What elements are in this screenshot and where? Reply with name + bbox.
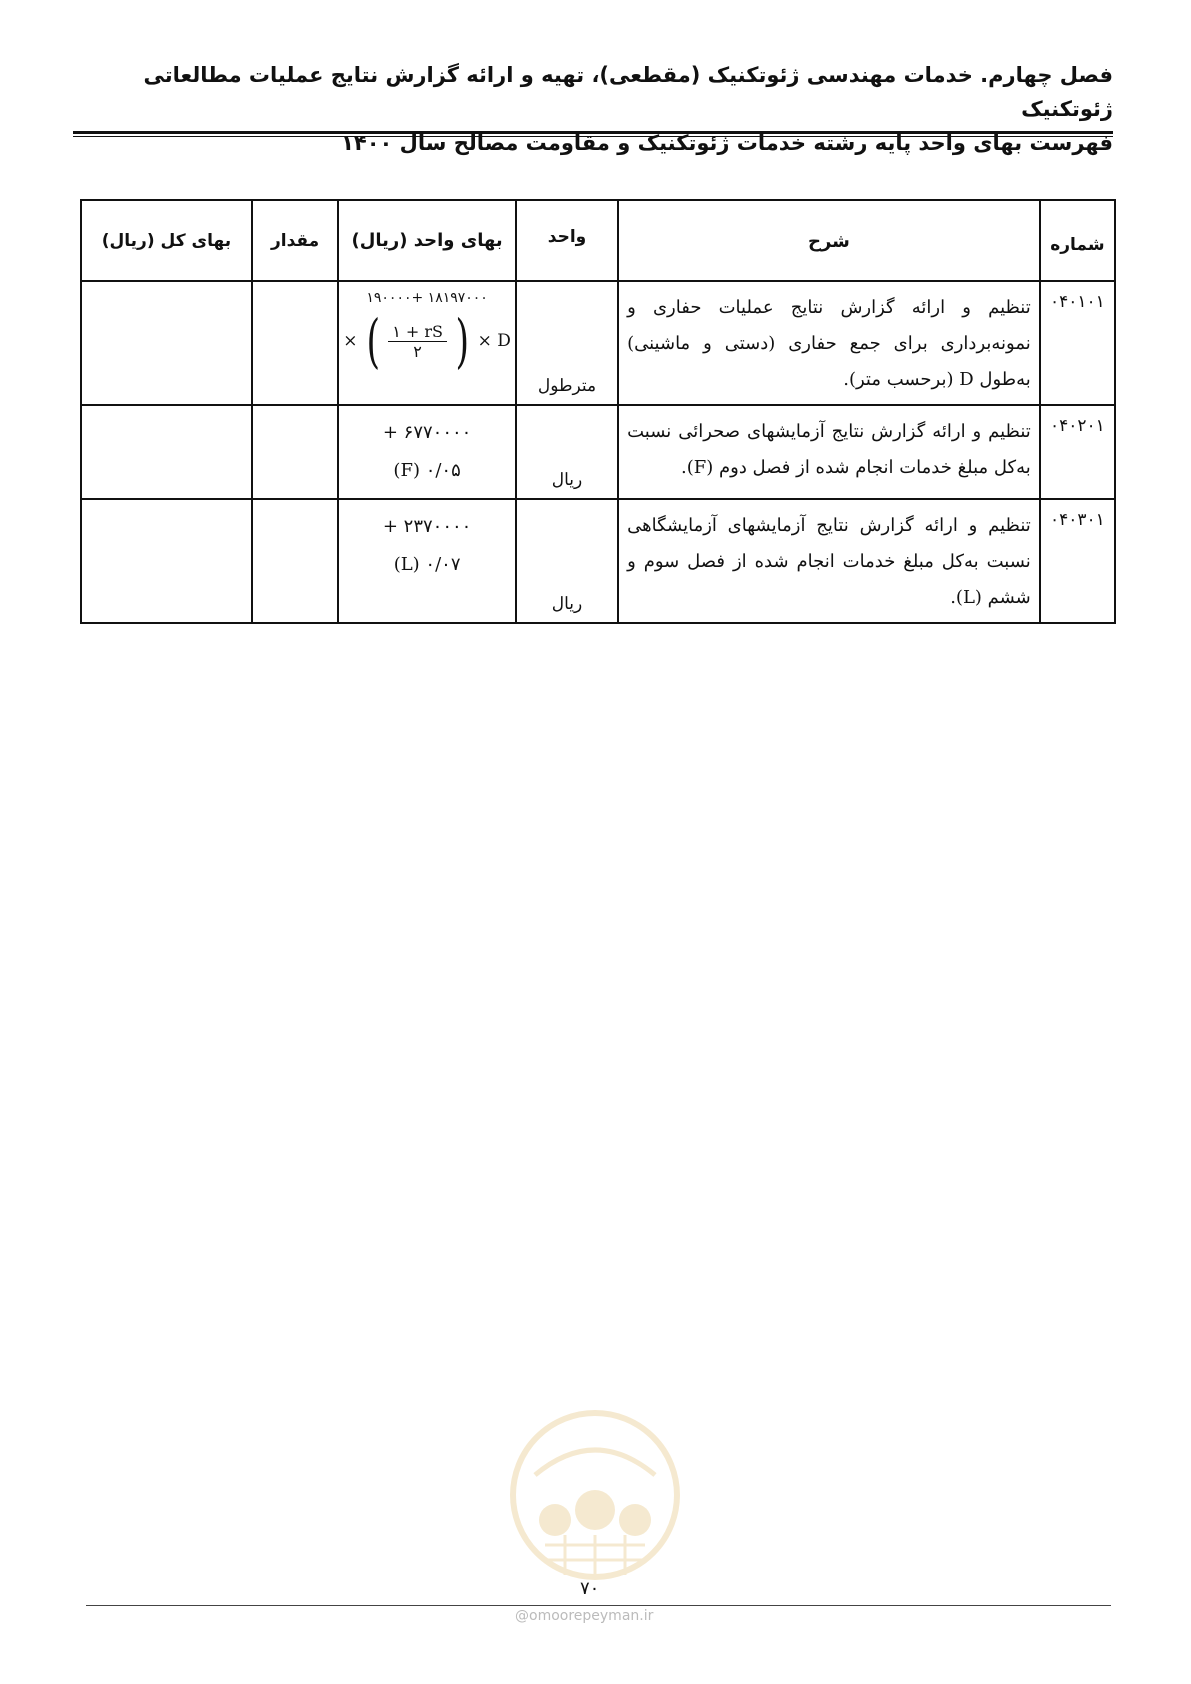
table-row xyxy=(81,405,1115,499)
row-description: تنظیم و ارائه گزارش نتایج عملیات حفاری و نمونه‌برداری برای جمع حفاری (دستی و ماشینی) به‌طول D (برحسب متر). xyxy=(618,281,1040,405)
row-total xyxy=(81,499,252,623)
row-number: ۰۴۰۳۰۱ xyxy=(1040,499,1115,623)
price-line: ۰/۰۵ (F) xyxy=(393,460,461,481)
table-row xyxy=(81,281,1115,405)
price-formula xyxy=(343,307,511,375)
formula-fraction xyxy=(388,322,447,361)
row-unit: مترطول xyxy=(516,281,618,405)
page-header xyxy=(73,58,1113,160)
row-quantity xyxy=(252,405,338,499)
price-table xyxy=(80,199,1116,624)
formula-numerator: ۱ + rS xyxy=(388,322,447,342)
price-line: ۲۳۷۰۰۰۰ + xyxy=(382,516,472,537)
left-paren-icon: ( xyxy=(366,307,380,375)
row-description: تنظیم و ارائه گزارش نتایج آزمایشهای آزمایشگاهی نسبت به‌کل مبلغ خدمات انجام شده از فصل سوم و ششم (L). xyxy=(618,499,1040,623)
footer-rule xyxy=(86,1605,1111,1606)
row-quantity xyxy=(252,281,338,405)
col-total-price: بهای کل (ریال) xyxy=(81,200,252,281)
page-number: ۷۰ xyxy=(580,1578,600,1599)
row-number: ۰۴۰۲۰۱ xyxy=(1040,405,1115,499)
formula-left: × xyxy=(343,331,358,351)
table-row xyxy=(81,499,1115,623)
formula-denominator: ۲ xyxy=(413,341,422,361)
row-unit: ریال xyxy=(516,499,618,623)
watermark-site: @omoorepeyman.ir xyxy=(515,1608,654,1624)
table-header-row xyxy=(81,200,1115,281)
col-unit: واحد xyxy=(516,200,618,281)
price-line: ۱۸۱۹۷۰۰۰ +۱۹۰۰۰۰ xyxy=(366,290,488,306)
header-rule-thin xyxy=(73,136,1113,137)
col-quantity: مقدار xyxy=(252,200,338,281)
price-line: ۶۷۷۰۰۰۰ + xyxy=(382,422,472,443)
row-unit: ریال xyxy=(516,405,618,499)
row-unit-price xyxy=(338,281,516,405)
formula-right: × D xyxy=(477,331,511,351)
row-number: ۰۴۰۱۰۱ xyxy=(1040,281,1115,405)
right-paren-icon: ) xyxy=(455,307,470,375)
row-unit-price xyxy=(338,499,516,623)
row-quantity xyxy=(252,499,338,623)
list-title: فهرست بهای واحد پایه رشته خدمات ژئوتکنیک و مقاومت مصالح سال ۱۴۰۰ xyxy=(341,131,1113,155)
col-description: شرح xyxy=(618,200,1040,281)
col-unit-price: بهای واحد (ریال) xyxy=(338,200,516,281)
row-total xyxy=(81,405,252,499)
chapter-title: فصل چهارم. خدمات مهندسی ژئوتکنیک (مقطعی)، تهیه و ارائه گزارش نتایج عملیات مطالعاتی ژئوتکنیک xyxy=(143,63,1113,121)
price-line: ۰/۰۷ (L) xyxy=(393,554,461,575)
row-total xyxy=(81,281,252,405)
watermark-logo-icon xyxy=(505,1405,685,1585)
row-description: تنظیم و ارائه گزارش نتایج آزمایشهای صحرائی نسبت به‌کل مبلغ خدمات انجام شده از فصل دوم (F). xyxy=(618,405,1040,499)
header-rule-thick xyxy=(73,131,1113,134)
col-number: شماره xyxy=(1040,200,1115,281)
row-unit-price xyxy=(338,405,516,499)
